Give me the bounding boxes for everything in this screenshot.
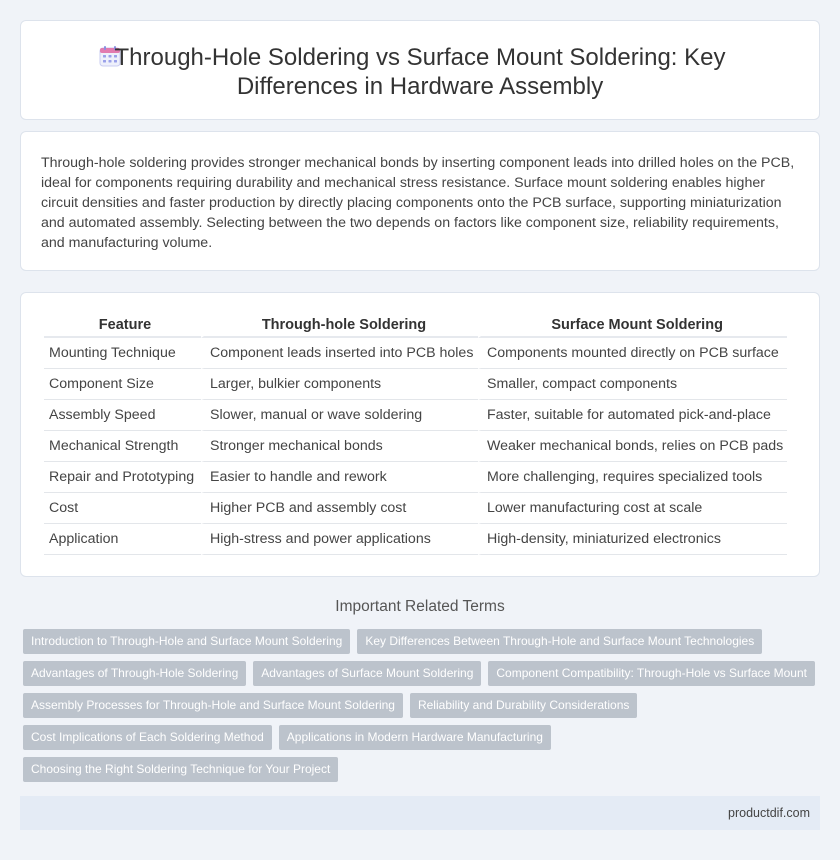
- related-term-tag[interactable]: Choosing the Right Soldering Technique for Your Project: [23, 757, 338, 782]
- table-cell: More challenging, requires specialized tools: [478, 462, 787, 493]
- related-term-tag[interactable]: Introduction to Through-Hole and Surface Mount Soldering: [23, 629, 350, 654]
- table-cell: Component Size: [44, 369, 201, 400]
- footer: [20, 796, 820, 830]
- table-cell: Component leads inserted into PCB holes: [201, 338, 478, 369]
- related-term-tag[interactable]: Reliability and Durability Considerations: [410, 693, 637, 718]
- table-row: [44, 369, 787, 400]
- table-row: [44, 431, 787, 462]
- table-cell: Components mounted directly on PCB surface: [478, 338, 787, 369]
- intro-card: [20, 131, 820, 271]
- related-term-tag[interactable]: Assembly Processes for Through-Hole and Surface Mount Soldering: [23, 693, 403, 718]
- header-card: [20, 20, 820, 120]
- table-cell: High-stress and power applications: [201, 524, 478, 555]
- intro-paragraph: Through-hole soldering provides stronger mechanical bonds by inserting component leads into drilled holes on the PCB, ideal for components requiring durability and mechanical stress resistance. Surface mount soldering enables higher circuit densities and faster production by directly placing components onto the PCB surface, supporting miniaturization and automated assembly. Selecting between the two depends on factors like component size, reliability requirements, and manufacturing volume.: [41, 155, 795, 251]
- table-cell: Application: [44, 524, 201, 555]
- table-cell: Mounting Technique: [44, 338, 201, 369]
- comparison-table: [44, 316, 787, 555]
- related-term-tag[interactable]: Cost Implications of Each Soldering Method: [23, 725, 272, 750]
- table-cell: Stronger mechanical bonds: [201, 431, 478, 462]
- table-cell: Lower manufacturing cost at scale: [478, 493, 787, 524]
- table-cell: Larger, bulkier components: [201, 369, 478, 400]
- table-cell: Slower, manual or wave soldering: [201, 400, 478, 431]
- table-cell: Faster, suitable for automated pick-and-place: [478, 400, 787, 431]
- footer-site-link[interactable]: productdif.com: [728, 806, 810, 820]
- table-row: [44, 524, 787, 555]
- table-row: [44, 338, 787, 369]
- table-cell: Weaker mechanical bonds, relies on PCB pads: [478, 431, 787, 462]
- table-row: [44, 400, 787, 431]
- table-row: [44, 462, 787, 493]
- table-cell: Smaller, compact components: [478, 369, 787, 400]
- table-cell: Repair and Prototyping: [44, 462, 201, 493]
- related-term-tag[interactable]: Component Compatibility: Through-Hole vs Surface Mount: [488, 661, 815, 686]
- table-cell: Cost: [44, 493, 201, 524]
- column-header: Surface Mount Soldering: [478, 316, 787, 338]
- related-terms-title: Important Related Terms: [335, 598, 505, 615]
- related-term-tag[interactable]: Key Differences Between Through-Hole and Surface Mount Technologies: [357, 629, 762, 654]
- table-cell: Higher PCB and assembly cost: [201, 493, 478, 524]
- related-term-tag[interactable]: Applications in Modern Hardware Manufacturing: [279, 725, 551, 750]
- comparison-card: [20, 292, 820, 577]
- table-header-row: [44, 316, 787, 338]
- page-title: Through-Hole Soldering vs Surface Mount Soldering: Key Differences in Hardware Assembly: [114, 44, 726, 100]
- related-term-tag[interactable]: Advantages of Surface Mount Soldering: [253, 661, 481, 686]
- related-terms-list: [23, 629, 823, 789]
- column-header: Feature: [44, 316, 201, 338]
- column-header: Through-hole Soldering: [201, 316, 478, 338]
- table-cell: Easier to handle and rework: [201, 462, 478, 493]
- related-term-tag[interactable]: Advantages of Through-Hole Soldering: [23, 661, 246, 686]
- table-cell: Mechanical Strength: [44, 431, 201, 462]
- table-cell: Assembly Speed: [44, 400, 201, 431]
- table-row: [44, 493, 787, 524]
- table-cell: High-density, miniaturized electronics: [478, 524, 787, 555]
